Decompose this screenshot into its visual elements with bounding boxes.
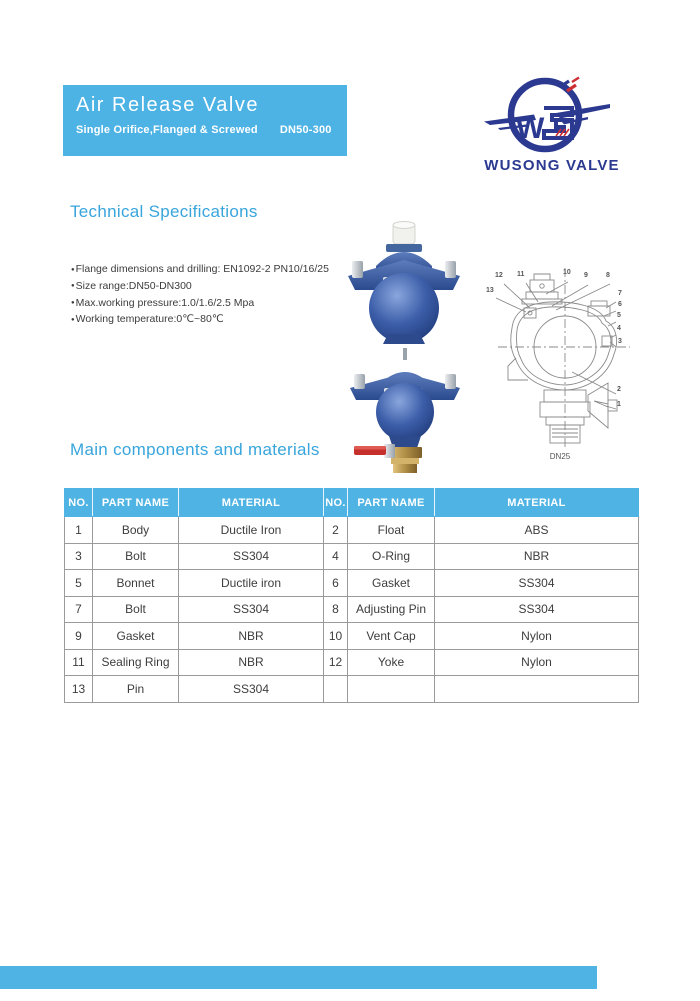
- drawing-caption: DN25: [549, 452, 571, 461]
- col-partname-left: PART NAME: [93, 489, 179, 517]
- table-cell: Ductile Iron: [179, 517, 324, 544]
- bullet-icon: ●: [71, 316, 75, 323]
- table-cell: Gasket: [93, 623, 179, 650]
- table-cell: 13: [65, 676, 93, 703]
- table-cell: 5: [65, 570, 93, 597]
- table-cell: Nylon: [435, 649, 639, 676]
- bullet-icon: ●: [71, 300, 75, 307]
- table-cell: 7: [65, 596, 93, 623]
- table-cell: SS304: [179, 543, 324, 570]
- footer-accent-bar: [0, 966, 597, 989]
- size-range: DN50-300: [279, 124, 332, 136]
- col-material-right: MATERIAL: [435, 489, 639, 517]
- specs-heading: Technical Specifications: [70, 202, 258, 221]
- table-header-row: [65, 489, 639, 517]
- table-cell: NBR: [435, 543, 639, 570]
- table-row: [65, 623, 639, 650]
- col-partname-right: PART NAME: [348, 489, 435, 517]
- col-no-left: NO.: [65, 489, 93, 517]
- page-title: Air Release Valve: [76, 94, 259, 116]
- table-cell: NBR: [179, 649, 324, 676]
- col-no-right: NO.: [324, 489, 348, 517]
- col-material-left: MATERIAL: [179, 489, 324, 517]
- spec-item: ●Size range:DN50-DN300: [71, 279, 192, 292]
- svg-text:W: W: [516, 112, 545, 145]
- table-row: [65, 517, 639, 544]
- valve-photo-flanged: [340, 214, 468, 346]
- table-cell: 4: [324, 543, 348, 570]
- bullet-icon: ●: [71, 283, 75, 290]
- table-cell: 6: [324, 570, 348, 597]
- components-table: [64, 488, 639, 703]
- spec-item: ●Working temperature:0℃~80℃: [71, 313, 224, 326]
- table-row: [65, 596, 639, 623]
- callout-4: 4: [617, 325, 621, 332]
- callout-9: 9: [584, 272, 588, 279]
- table-cell: Nylon: [435, 623, 639, 650]
- table-cell: 8: [324, 596, 348, 623]
- table-cell: 9: [65, 623, 93, 650]
- callout-11: 11: [517, 271, 525, 278]
- callout-2: 2: [617, 386, 621, 393]
- cross-section-drawing: [470, 250, 650, 465]
- table-row: [65, 543, 639, 570]
- callout-7: 7: [618, 290, 622, 297]
- table-row: [65, 649, 639, 676]
- callout-6: 6: [618, 301, 622, 308]
- brand-name: WUSONG VALVE: [484, 157, 620, 174]
- callout-3: 3: [618, 338, 622, 345]
- table-cell: 11: [65, 649, 93, 676]
- table-cell: [435, 676, 639, 703]
- bullet-icon: ●: [71, 266, 75, 273]
- spec-item: ●Max.working pressure:1.0/1.6/2.5 Mpa: [71, 296, 255, 309]
- subtitle-text: Single Orifice,Flanged & Screwed: [76, 124, 258, 136]
- table-cell: Sealing Ring: [93, 649, 179, 676]
- table-cell: [348, 676, 435, 703]
- table-cell: SS304: [179, 596, 324, 623]
- table-cell: Yoke: [348, 649, 435, 676]
- callout-10: 10: [563, 269, 571, 276]
- table-cell: O-Ring: [348, 543, 435, 570]
- table-cell: NBR: [179, 623, 324, 650]
- table-cell: Gasket: [348, 570, 435, 597]
- table-row: [65, 676, 639, 703]
- table-row: [65, 570, 639, 597]
- table-cell: 12: [324, 649, 348, 676]
- callout-5: 5: [617, 312, 621, 319]
- callout-12: 12: [495, 272, 503, 279]
- table-cell: Bolt: [93, 543, 179, 570]
- table-cell: Adjusting Pin: [348, 596, 435, 623]
- spec-item: ●Flange dimensions and drilling: EN1092-2 PN10/16/25: [71, 263, 329, 275]
- table-cell: SS304: [435, 570, 639, 597]
- table-cell: 1: [65, 517, 93, 544]
- table-cell: Float: [348, 517, 435, 544]
- table-cell: Body: [93, 517, 179, 544]
- table-cell: Ductile iron: [179, 570, 324, 597]
- table-cell: 2: [324, 517, 348, 544]
- table-cell: 3: [65, 543, 93, 570]
- page-subtitle: [76, 124, 347, 136]
- header-block: [63, 85, 347, 156]
- table-cell: Pin: [93, 676, 179, 703]
- components-table-body: [65, 517, 639, 703]
- table-cell: ABS: [435, 517, 639, 544]
- table-cell: SS304: [435, 596, 639, 623]
- callout-13: 13: [486, 287, 494, 294]
- table-cell: SS304: [179, 676, 324, 703]
- table-cell: Bonnet: [93, 570, 179, 597]
- components-heading: Main components and materials: [70, 440, 320, 459]
- table-cell: Vent Cap: [348, 623, 435, 650]
- table-cell: [324, 676, 348, 703]
- valve-photo-screwed: [338, 346, 472, 474]
- callout-8: 8: [606, 272, 610, 279]
- table-cell: 10: [324, 623, 348, 650]
- table-cell: Bolt: [93, 596, 179, 623]
- callout-1: 1: [617, 401, 621, 408]
- specs-list: [71, 261, 329, 328]
